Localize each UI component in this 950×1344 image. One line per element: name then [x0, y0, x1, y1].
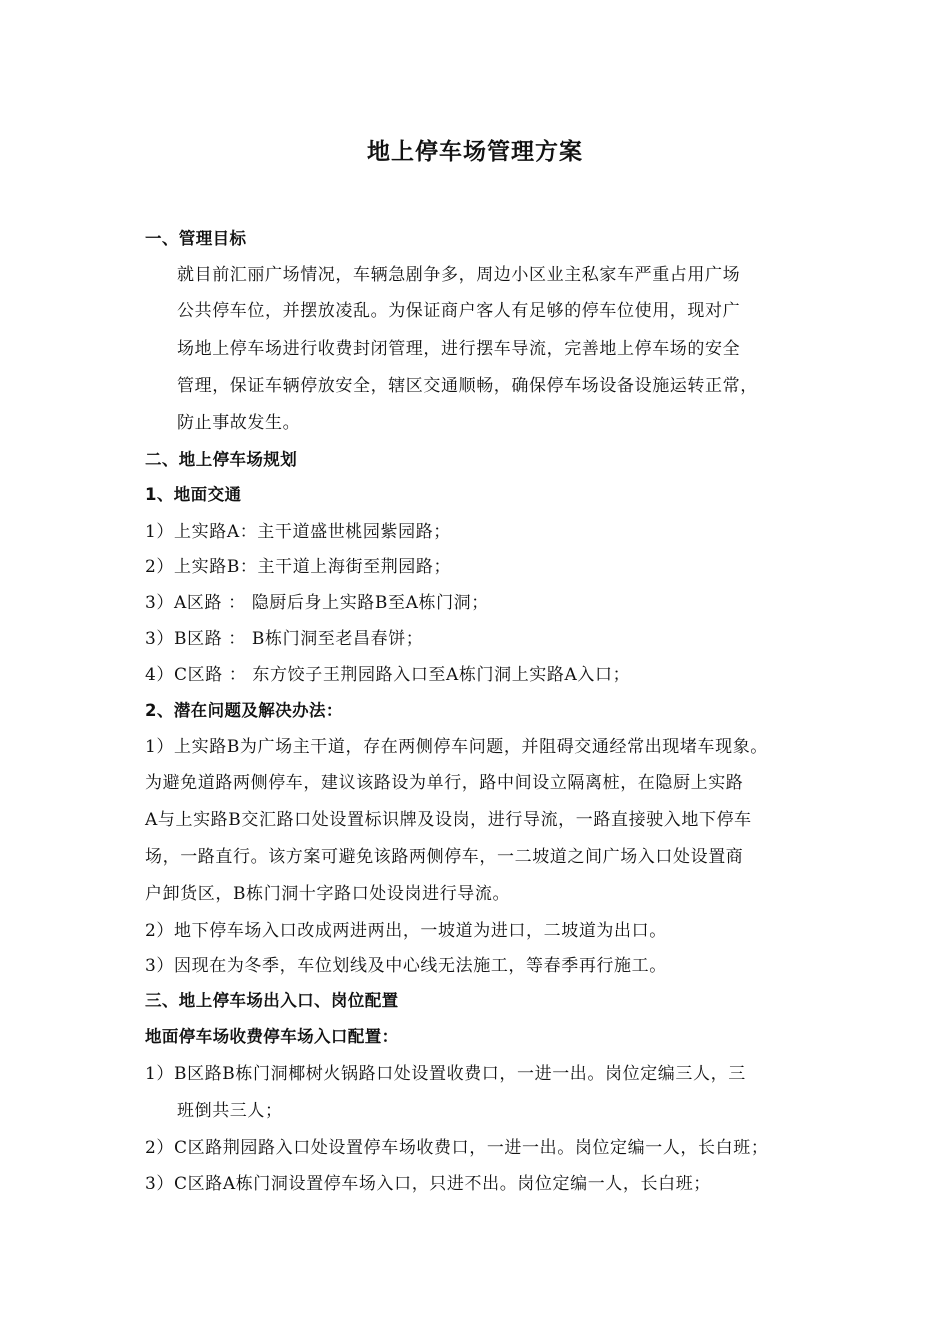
section2-heading: 二、地上停车场规划	[145, 450, 298, 469]
post-config-line: 1）B区路B栋门洞椰树火锅路口处设置收费口，一进一出。岗位定编三人，三	[145, 1064, 746, 1084]
subsection-traffic-heading: 1、地面交通	[145, 485, 242, 504]
section3-subheading: 地面停车场收费停车场入口配置：	[145, 1027, 399, 1046]
problems-paragraph-line: A与上实路B交汇路口处设置标识牌及设岗，进行导流，一路直接驶入地下停车	[145, 810, 752, 830]
problems-paragraph-line: 户卸货区，B栋门洞十字路口处设岗进行导流。	[145, 884, 511, 904]
problems-paragraph-line: 为避免道路两侧停车，建议该路设为单行，路中间设立隔离桩，在隐厨上实路	[145, 773, 744, 793]
road-list-item: 3）B区路 ： B栋门洞至老昌春饼；	[145, 629, 424, 649]
section1-paragraph-line: 防止事故发生。	[177, 413, 301, 433]
post-config-line: 3）C区路A栋门洞设置停车场入口，只进不出。岗位定编一人，长白班；	[145, 1174, 711, 1194]
section1-heading: 一、管理目标	[145, 229, 247, 248]
road-list-item: 1）上实路A：主干道盛世桃园紫园路；	[145, 522, 451, 542]
road-list-item: 4）C区路 ： 东方饺子王荆园路入口至A栋门洞上实路A入口；	[145, 665, 631, 685]
problems-paragraph-line: 3）因现在为冬季，车位划线及中心线无法施工，等春季再行施工。	[145, 956, 667, 976]
document-title: 地上停车场管理方案	[367, 139, 583, 165]
road-list-item: 2）上实路B：主干道上海街至荆园路；	[145, 557, 452, 577]
problems-paragraph-line: 2）地下停车场入口改成两进两出，一坡道为进口，二坡道为出口。	[145, 921, 667, 941]
road-list-item: 3）A区路 ： 隐厨后身上实路B至A栋门洞；	[145, 593, 489, 613]
section1-paragraph-line: 场地上停车场进行收费封闭管理，进行摆车导流，完善地上停车场的安全	[177, 339, 741, 359]
section1-paragraph-line: 管理，保证车辆停放安全，辖区交通顺畅，确保停车场设备设施运转正常，	[177, 376, 758, 396]
problems-paragraph-line: 场，一路直行。该方案可避免该路两侧停车，一二坡道之间广场入口处设置商	[145, 847, 744, 867]
post-config-line: 2）C区路荆园路入口处设置停车场收费口，一进一出。岗位定编一人，长白班；	[145, 1138, 769, 1158]
problems-paragraph-line: 1）上实路B为广场主干道，存在两侧停车问题，并阻碍交通经常出现堵车现象。	[145, 737, 768, 757]
section3-heading: 三、地上停车场出入口、岗位配置	[145, 991, 399, 1010]
post-config-line: 班倒共三人；	[177, 1101, 283, 1121]
section1-paragraph-line: 公共停车位，并摆放凌乱。为保证商户客人有足够的停车位使用，现对广	[177, 301, 741, 321]
subsection-problems-heading: 2、潜在问题及解决办法：	[145, 701, 343, 720]
section1-paragraph-line: 就目前汇丽广场情况，车辆急剧争多，周边小区业主私家车严重占用广场	[177, 265, 741, 285]
